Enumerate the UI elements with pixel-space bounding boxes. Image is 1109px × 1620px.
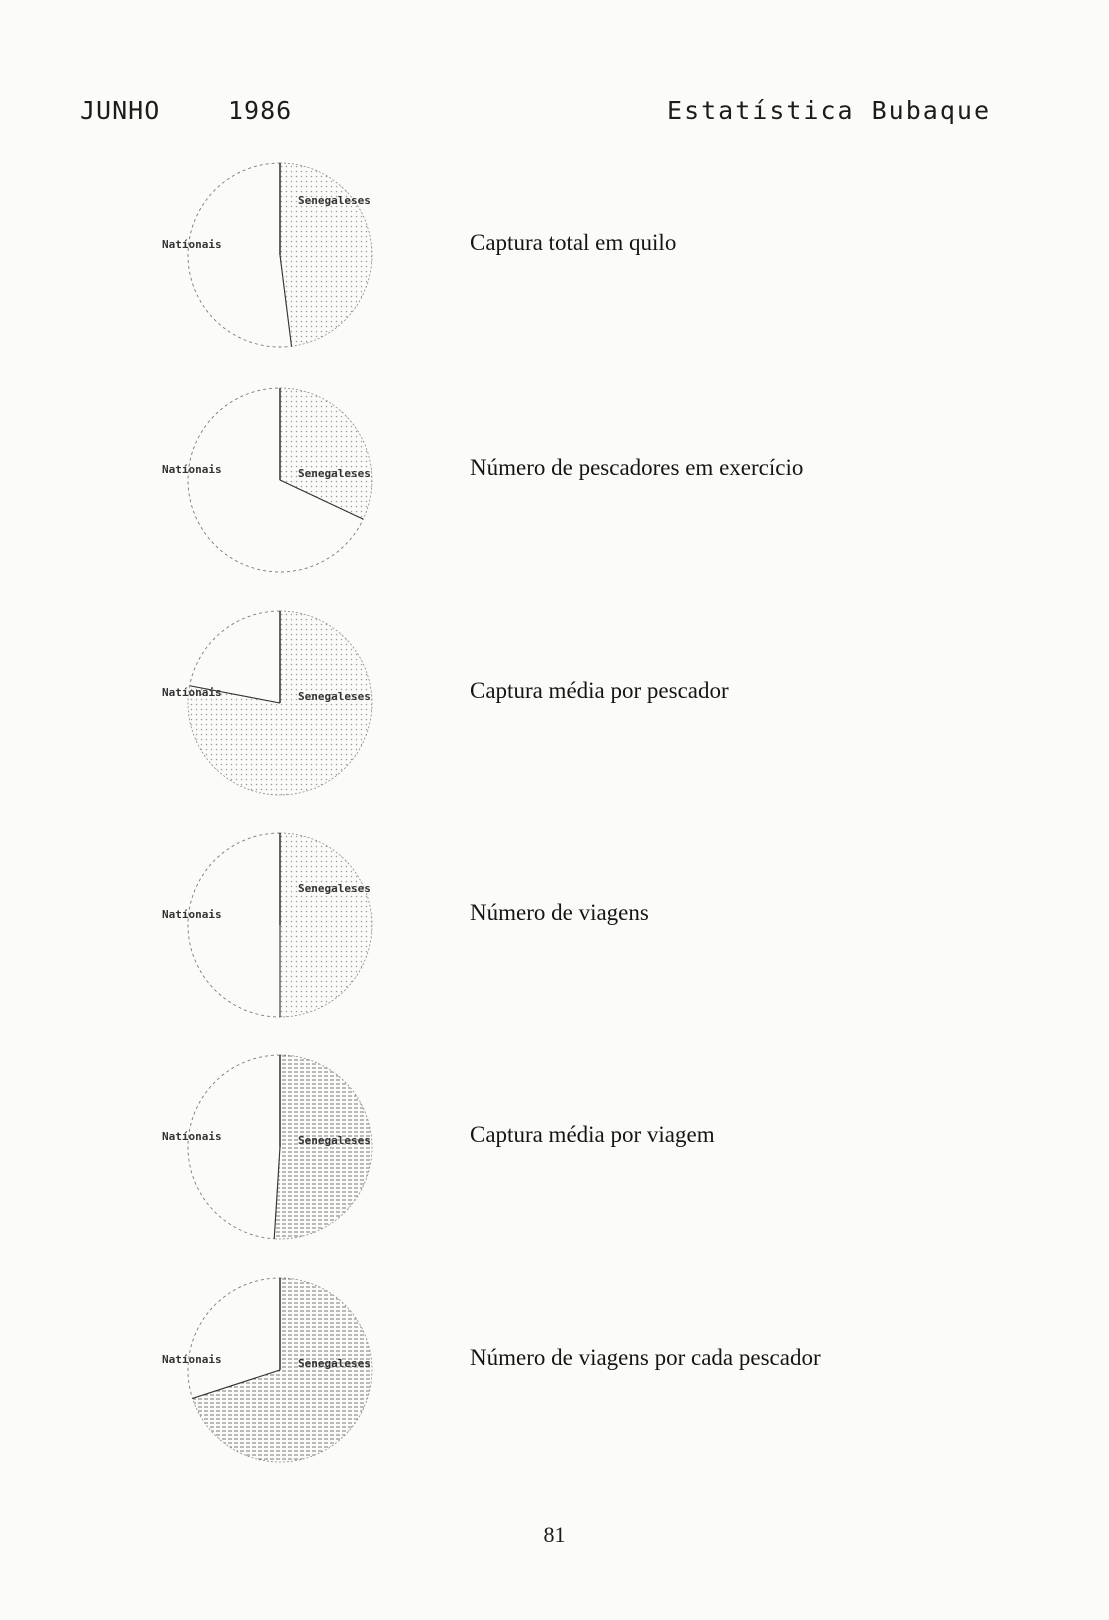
pie-chart-caption: Número de pescadores em exercício <box>470 455 804 480</box>
pie-chart <box>150 375 440 595</box>
pie-slice-senegaleses <box>193 1278 372 1462</box>
pie-label-nationais: Natíonais <box>162 238 222 251</box>
pie-chart <box>150 150 440 370</box>
pie-chart <box>150 1265 440 1485</box>
page-number: 81 <box>543 1522 566 1547</box>
pie-label-senegaleses: Senegaleses <box>298 467 371 480</box>
pie-slice-nationais <box>188 833 280 1017</box>
pie-label-nationais: Natíonais <box>162 1353 222 1366</box>
pie-label-nationais: Natíonais <box>162 686 222 699</box>
pie-slice-senegaleses <box>280 163 372 346</box>
pie-chart <box>150 598 440 818</box>
pie-label-senegaleses: Senegaleses <box>298 194 371 207</box>
pie-label-senegaleses: Senegaleses <box>298 882 371 895</box>
pie-chart-caption: Captura média por viagem <box>470 1122 715 1147</box>
pie-label-nationais: Natíonais <box>162 1130 222 1143</box>
pie-chart-caption: Captura média por pescador <box>470 678 729 703</box>
header-year: 1986 <box>228 96 293 125</box>
header-month: JUNHO <box>80 96 161 125</box>
pie-chart-caption: Captura total em quilo <box>470 230 677 255</box>
pie-chart <box>150 1042 440 1262</box>
pie-chart <box>150 820 440 1040</box>
pie-label-senegaleses: Senegaleses <box>298 690 371 703</box>
pie-label-senegaleses: Senegaleses <box>298 1357 371 1370</box>
pie-slice-senegaleses <box>280 833 372 1017</box>
header-title: Estatística Bubaque <box>667 96 991 125</box>
pie-slice-nationais <box>188 1055 280 1239</box>
pie-label-senegaleses: Senegaleses <box>298 1134 371 1147</box>
pie-chart-caption: Número de viagens <box>470 900 649 925</box>
pie-slice-senegaleses <box>274 1055 372 1239</box>
pie-slice-senegaleses <box>280 388 372 519</box>
pie-label-nationais: Natíonais <box>162 908 222 921</box>
pie-chart-caption: Número de viagens por cada pescador <box>470 1345 821 1370</box>
pie-label-nationais: Natíonais <box>162 463 222 476</box>
pie-slice-nationais <box>188 163 292 347</box>
